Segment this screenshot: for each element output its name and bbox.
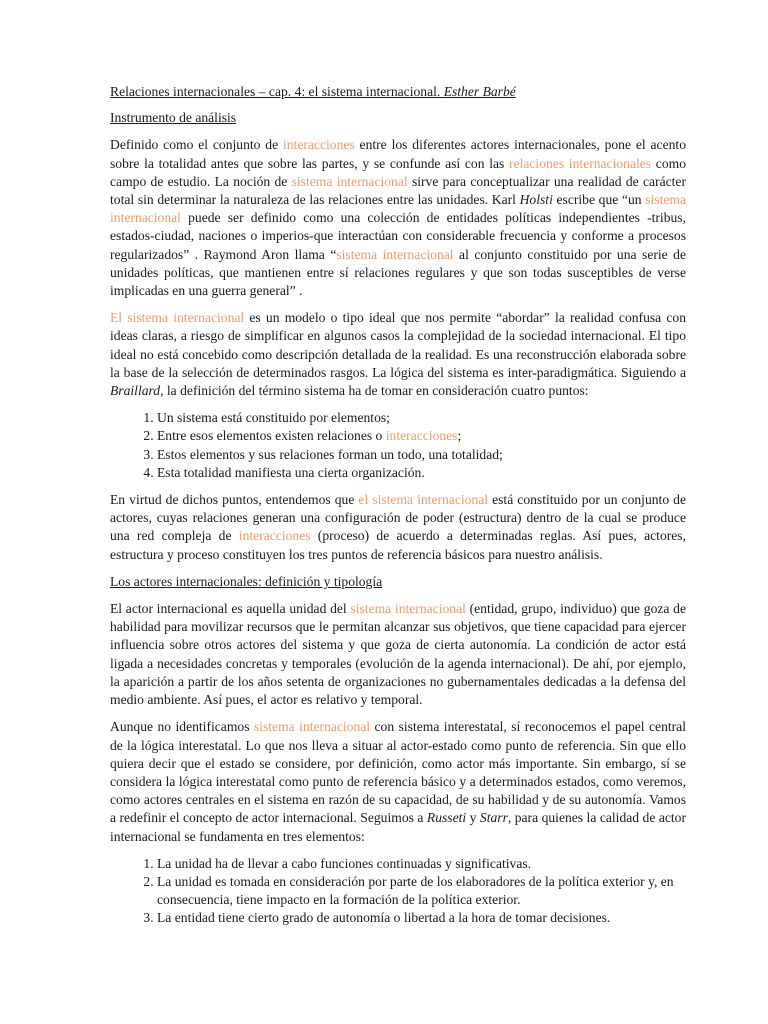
paragraph-definicion [110, 136, 686, 300]
author-name: Holsti [519, 192, 553, 208]
highlighted-term: el sistema internacional [358, 492, 489, 508]
highlighted-term: interacciones [238, 528, 311, 544]
text-segment: sirve para conceptualizar una realidad de carácter total sin determinar la naturaleza de las relaciones entre las unidades. Karl [110, 173, 686, 208]
list-item: 1. La unidad ha de llevar a cabo funciones continuadas y significativas. [157, 855, 686, 873]
list-item [157, 427, 686, 445]
title-main: Relaciones internacionales – cap. 4: el sistema internacional. [110, 84, 441, 99]
author-name: Russeti [426, 810, 467, 826]
highlighted-term: El sistema internacional [110, 310, 245, 326]
paragraph-virtud [110, 491, 686, 564]
title-author: Esther Barbé [443, 84, 516, 99]
section-heading-instrumento: Instrumento de análisis [110, 110, 237, 126]
text-segment: escribe que “un [552, 192, 646, 208]
highlighted-term: relaciones internacionales [509, 155, 652, 171]
paragraph-modelo [110, 309, 686, 400]
highlighted-term: sistema internacional [336, 246, 454, 262]
paragraph-interestatal [110, 718, 686, 845]
text-segment: En virtud de dichos puntos, entendemos que [110, 492, 359, 508]
highlighted-term: sistema internacional [291, 173, 408, 189]
text-segment: y [466, 810, 480, 826]
text-segment: Aunque no identificamos [110, 719, 254, 735]
paragraph-actor [110, 600, 686, 709]
list-item: 3. Estos elementos y sus relaciones forman un todo, una totalidad; [157, 446, 686, 464]
highlighted-term: interacciones [282, 137, 355, 153]
text-segment: , para quienes la calidad de actor internacional se fundamenta en tres elementos: [110, 810, 687, 844]
list-item: 2. La unidad es tomada en consideración por parte de los elaboradores de la política exterior y, en consecuencia, tiene impacto en la formación de la política exterior. [157, 873, 686, 909]
list-item: 1. Un sistema está constituido por elementos; [157, 409, 686, 427]
list-item: 3. La entidad tiene cierto grado de autonomía o libertad a la hora de tomar decisiones. [157, 909, 686, 927]
text-segment: (proceso) de acuerdo a determinadas reglas. Así pues, actores, estructura y proceso constituyen los tres puntos de referencia básicos para nuestro análisis. [110, 528, 686, 562]
list-puntos [110, 409, 686, 482]
author-name: Braillard [110, 383, 161, 399]
highlighted-term: sistema internacional [253, 719, 371, 735]
text-segment: , la definición del término sistema ha de tomar en consideración cuatro puntos: [160, 383, 589, 399]
author-name: Starr [479, 810, 508, 826]
list-item: 4. Esta totalidad manifiesta una cierta organización. [157, 464, 686, 482]
text-segment: es un modelo o tipo ideal que nos permite “abordar” la realidad confusa con ideas claras, a riesgo de simplificar en algunos casos la complejidad de la sociedad internacional. El tipo ideal no está concebido como descripción detallada de la realidad. Es una reconstrucción elaborada sobre la base de la selección de determinados rasgos. La lógica del sistema es inter-paradigmática. Siguiendo a [110, 310, 687, 380]
text-segment: entre los diferentes actores internacionales, pone el acento sobre la totalidad antes que sobre las partes, y se confunde así con las [110, 137, 686, 171]
list-elementos [110, 855, 686, 928]
text-segment: como campo de estudio. La noción de [110, 155, 686, 189]
text-segment: puede ser definido como una colección de entidades políticas independientes -tribus, estados-ciudad, naciones o imperios-que interactúan con considerable frecuencia y conforme a procesos regularizados” . Raymond Aron llama “ [110, 210, 686, 262]
text-segment: Definido como el conjunto de [110, 137, 283, 153]
highlighted-term: sistema internacional [350, 601, 466, 617]
text-segment: con sistema interestatal, sí reconocemos el papel central de la lógica interestatal. Lo que nos lleva a situar al actor-estado como punto de referencia. Sin que ello quiera decir que el estado se considere, por definición, como actor más importante. Sin embargo, sí se considera la lógica interestatal como punto de referencia básico y a determinados estados, como veremos, como actores centrales en el sistema en razón de su capacidad, de su habilidad y de su autonomía. Vamos a redefinir el concepto de actor internacional. Seguimos a [110, 719, 686, 826]
text-segment: está constituido por un conjunto de actores, cuyas relaciones generan una configuración de poder (estructura) dentro de la cual se produce una red compleja de [110, 492, 686, 544]
highlighted-term: sistema internacional [110, 192, 686, 226]
section-heading-actores: Los actores internacionales: definición y tipología [110, 573, 383, 589]
document-title [110, 83, 686, 101]
text-segment: ; [457, 428, 462, 444]
text-segment: Entre esos elementos existen relaciones o [157, 428, 386, 444]
text-segment: (entidad, grupo, individuo) que goza de habilidad para movilizar recursos que le permitan alcanzar sus objetivos, que tiene capacidad para ejercer influencia sobre otros actores del sistema y que goza de cierta autonomía. La condición de actor está ligada a necesidades concretas y temporales (evolución de la agenda internacional). De ahí, por ejemplo, la aparición a partir de los años setenta de organizaciones no gubernamentales dedicadas a la defensa del medio ambiente. Así pues, el actor es relativo y temporal. [110, 601, 686, 708]
highlighted-term: interacciones [385, 428, 458, 444]
text-segment: al conjunto constituido por una serie de unidades políticas, que mantienen entre sí relaciones regulares y que son todas susceptibles de verse implicadas en una guerra general” . [110, 246, 687, 299]
text-segment: El actor internacional es aquella unidad del [110, 601, 351, 617]
